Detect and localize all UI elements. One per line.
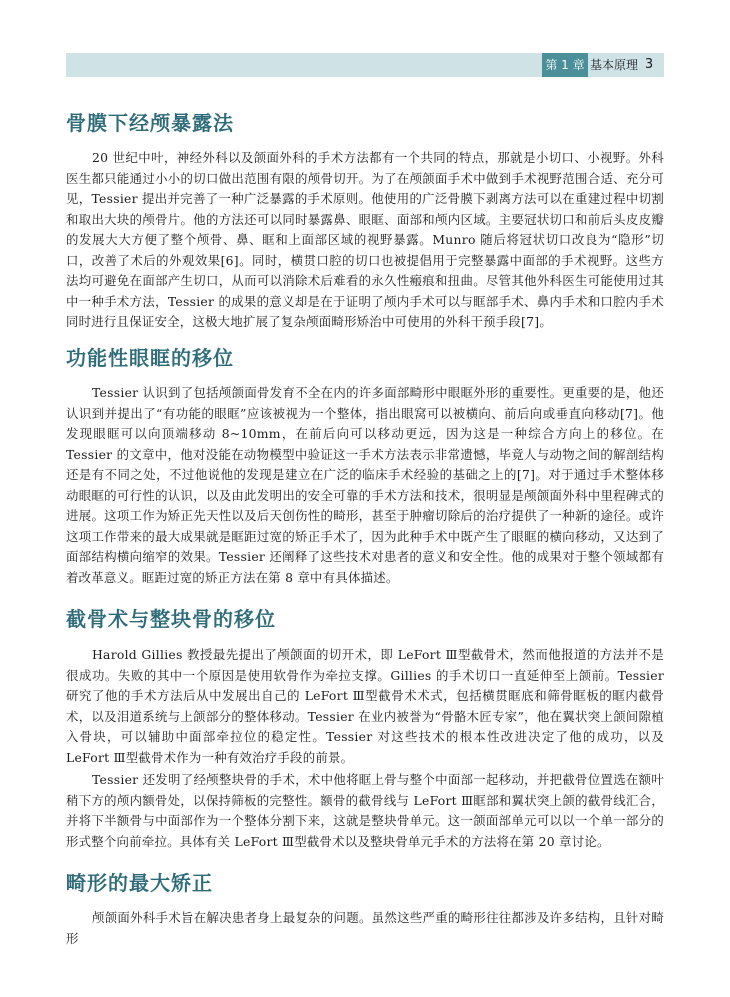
body-paragraph: Tessier 认识到了包括颅颌面骨发育不全在内的许多面部畸形中眼眶外形的重要性。更重要的是，他还认识到并提出了“有功能的眼眶”应该被视为一个整体，指出眼窝可以被横向、前后向或垂直向移动[7]。他发现眼眶可以向顶端移动 8~10mm，在前后向可以移动更远，因为这是一种综合方向上的移位。在 Tessier 的文章中，他对没能在动物模型中验证这一手术方法表示非常遗憾，毕竟人与动物之间的解剖结构还是有不同之处，不过他说他的发现是建立在广泛的临床手术经验的基础之上的[7]。对于通过手术整体移动眼眶的可行性的认识，以及由此发明出的安全可靠的手术方法和技术，很明显是颅颌面外科中里程碑式的进展。这项工作为矫正先天性以及后天创伤性的畸形，甚至于肿瘤切除后的治疗提供了一种新的途径。或许这项工作带来的最大成果就是眶距过宽的矫正手术了，因为此种手术中既产生了眼眶的横向移动，又达到了面部结构横向缩窄的效果。Tessier 还阐释了这些技术对患者的意义和安全性。他的成果对于整个领域都有着改革意义。眶距过宽的矫正方法在第 8 章中有具体描述。 bbox=[66, 385, 664, 585]
section-heading: 畸形的最大矫正 bbox=[66, 871, 213, 895]
page-number: 3 bbox=[644, 57, 654, 72]
chapter-label: 第 1 章 bbox=[542, 53, 588, 77]
section-heading: 骨膜下经颅暴露法 bbox=[66, 111, 234, 135]
section-heading: 功能性眼眶的移位 bbox=[66, 346, 234, 370]
body-paragraph: 20 世纪中叶，神经外科以及颌面外科的手术方法都有一个共同的特点，那就是小切口、小视野。外科医生都只能通过小小的切口做出范围有限的颅骨切开。为了在颅颌面手术中做到手术视野范围合适、充分可见，Tessier 提出并完善了一种广泛暴露的手术原则。他使用的广泛骨膜下剥离方法可以在重建过程中切割和取出大块的颅骨片。他的方法还可以同时暴露鼻、眼眶、面部和颅内区域。主要冠状切口和前后头皮皮瓣的发展大大方便了整个颅骨、鼻、眶和上面部区域的视野暴露。Munro 随后将冠状切口改良为“隐形”切口，改善了术后的外观效果[6]。同时，横贯口腔的切口也被提倡用于完整暴露中面部的手术视野。这些方法均可避免在面部产生切口，从而可以消除术后难看的永久性瘢痕和扭曲。尽管其他外科医生可能使用过其中一种手术方法，Tessier 的成果的意义却是在于证明了颅内手术可以与眶部手术、鼻内手术和口腔内手术同时进行且保证安全，这极大地扩展了复杂颅面畸形矫治中可使用的外科干预手段[7]。 bbox=[66, 150, 664, 329]
body-paragraph: Tessier 还发明了经颅整块骨的手术，术中他将眶上骨与整个中面部一起移动，并把截骨位置选在额叶稍下方的颅内额骨处，以保持筛板的完整性。额骨的截骨线与 LeFort Ⅲ眶部和翼状突上颌的截骨线汇合，并将下半额骨与中面部作为一个整体分割下来，这就是整块骨单元。这一颌面部单元可以以一个单一部分的形式整个向前牵拉。具体有关 LeFort Ⅲ型截骨术以及整块骨单元手术的方法将在第 20 章讨论。 bbox=[66, 772, 664, 849]
body-paragraph: 颅颌面外科手术旨在解决患者身上最复杂的问题。虽然这些严重的畸形往往都涉及许多结构，且针对畸形 bbox=[66, 910, 664, 946]
section-heading: 截骨术与整块骨的移位 bbox=[66, 607, 276, 631]
running-header bbox=[66, 53, 664, 77]
section-label: 基本原理 bbox=[590, 58, 639, 72]
body-paragraph: Harold Gillies 教授最先提出了颅颌面的切开术，即 LeFort Ⅲ型截骨术，然而他报道的方法并不是很成功。失败的其中一个原因是使用软骨作为牵拉支撑。Gillies 的手术切口一直延伸至上颌前。Tessier 研究了他的手术方法后从中发展出自己的 LeFort Ⅲ型截骨术术式，包括横贯眶底和筛骨眶板的眶内截骨术，以及泪道系统与上颌部分的整体移动。Tessier 在业内被誉为“骨骼木匠专家”，他在翼状突上颌间隙植入骨块，可以辅助中面部牵拉位的稳定性。Tessier 对这些技术的根本性改进决定了他的成功，以及 LeFort Ⅲ型截骨术作为一种有效治疗手段的前景。 bbox=[66, 647, 664, 765]
